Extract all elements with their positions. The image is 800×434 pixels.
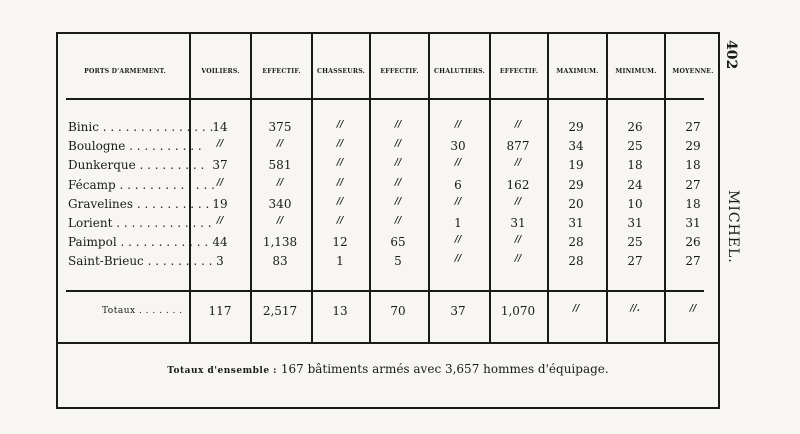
table-cell: 83 bbox=[272, 254, 288, 269]
table-cell: 28 bbox=[568, 235, 584, 250]
table-cell: // bbox=[336, 120, 344, 130]
port-name: Fécamp . . . . . . . . . . . . . bbox=[68, 177, 215, 192]
table-cell: // bbox=[514, 254, 522, 265]
table-cell: 31 bbox=[627, 216, 643, 230]
port-name: Boulogne . . . . . . . . . . bbox=[68, 139, 202, 154]
table-cell: 19 bbox=[568, 158, 584, 173]
totals-cell: 2,517 bbox=[262, 304, 298, 318]
table-cell: 25 bbox=[627, 139, 643, 154]
table-cell: // bbox=[216, 139, 224, 150]
table-cell: 27 bbox=[685, 177, 701, 192]
table-cell: 28 bbox=[568, 254, 584, 269]
header-ports: PORTS D'ARMEMENT. bbox=[84, 68, 166, 75]
header-effectif-chasseurs: EFFECTIF. bbox=[380, 68, 419, 75]
table-cell: // bbox=[216, 177, 224, 188]
table-cell: // bbox=[394, 139, 402, 150]
totals-cell: //. bbox=[630, 304, 640, 314]
page-number: 402 bbox=[723, 40, 739, 70]
table-cell: 24 bbox=[627, 177, 643, 192]
table-cell: 30 bbox=[450, 139, 466, 154]
table-cell: 3 bbox=[216, 254, 224, 269]
table-row bbox=[58, 139, 718, 157]
header-voiliers: VOILIERS. bbox=[201, 68, 240, 75]
totals-cell: 1,070 bbox=[500, 304, 536, 318]
table-cell: 44 bbox=[212, 235, 228, 250]
table-cell: // bbox=[514, 158, 522, 169]
header-maximum: MAXIMUM. bbox=[556, 68, 599, 75]
summary-rule bbox=[58, 342, 718, 344]
table-row bbox=[58, 197, 718, 215]
table-cell: // bbox=[276, 216, 284, 226]
totals-rule bbox=[66, 290, 704, 292]
table-cell: // bbox=[336, 216, 344, 226]
table-cell: // bbox=[216, 216, 224, 226]
summary-line bbox=[58, 362, 718, 376]
table-cell: // bbox=[454, 120, 462, 130]
table-cell: 375 bbox=[268, 120, 292, 134]
table-cell: // bbox=[514, 120, 522, 130]
summary-label: Totaux d'ensemble : bbox=[167, 366, 278, 376]
running-head: MICHEL. bbox=[725, 190, 741, 264]
totals-label: Totaux . . . . . . . bbox=[102, 306, 183, 316]
table-cell: 10 bbox=[627, 196, 643, 211]
table-row bbox=[58, 235, 718, 253]
table-cell: 5 bbox=[394, 254, 402, 269]
table-cell: // bbox=[394, 216, 402, 226]
header-chasseurs: CHASSEURS. bbox=[316, 68, 366, 75]
port-name: Binic . . . . . . . . . . . . . . . bbox=[68, 120, 214, 134]
header-effectif-chalutiers: EFFECTIF. bbox=[499, 68, 539, 75]
port-name: Lorient . . . . . . . . . . . . . bbox=[68, 216, 212, 230]
table-cell: 1,138 bbox=[262, 235, 298, 250]
port-name: Saint-Brieuc . . . . . . . . . bbox=[68, 254, 213, 269]
table-cell: // bbox=[336, 158, 344, 169]
table-cell: 34 bbox=[568, 139, 584, 154]
table-row bbox=[58, 158, 718, 176]
table-cell: 18 bbox=[685, 158, 701, 173]
table-cell: 1 bbox=[454, 216, 462, 230]
header-effectif-voiliers: EFFECTIF. bbox=[262, 68, 301, 75]
port-name: Dunkerque . . . . . . . . . bbox=[68, 158, 205, 173]
table-cell: // bbox=[276, 139, 284, 150]
table-cell: 27 bbox=[685, 120, 701, 134]
totals-cell: 70 bbox=[390, 304, 406, 318]
table-cell: 65 bbox=[390, 235, 406, 250]
summary-text: 167 bâtiments armés avec 3,657 hommes d'équipage. bbox=[280, 362, 609, 376]
statistics-table bbox=[56, 32, 720, 409]
port-name: Gravelines . . . . . . . . . . bbox=[68, 196, 210, 211]
table-cell: // bbox=[394, 177, 402, 188]
table-cell: 19 bbox=[212, 196, 228, 211]
port-name: Paimpol . . . . . . . . . . . . bbox=[68, 235, 209, 250]
totals-cell: // bbox=[572, 304, 580, 314]
table-cell: 18 bbox=[627, 158, 643, 173]
table-cell: // bbox=[276, 177, 284, 188]
header-rule bbox=[66, 98, 704, 100]
table-cell: // bbox=[394, 158, 402, 169]
table-cell: 31 bbox=[568, 216, 584, 230]
table-cell: 1 bbox=[336, 254, 344, 269]
table-row bbox=[58, 178, 718, 196]
table-cell: 37 bbox=[212, 158, 228, 173]
table-row bbox=[58, 254, 718, 272]
table-cell: 581 bbox=[268, 158, 292, 173]
totals-cell: 37 bbox=[450, 304, 466, 318]
table-cell: 12 bbox=[332, 235, 348, 250]
table-cell: // bbox=[514, 235, 522, 246]
table-cell: 29 bbox=[568, 177, 584, 192]
table-cell: 31 bbox=[510, 216, 526, 230]
table-cell: 27 bbox=[627, 254, 643, 269]
table-cell: 6 bbox=[454, 177, 462, 192]
table-cell: // bbox=[454, 235, 462, 246]
table-cell: 31 bbox=[685, 216, 701, 230]
table-cell: 29 bbox=[685, 139, 701, 154]
table-cell: 26 bbox=[627, 120, 643, 134]
table-cell: // bbox=[454, 158, 462, 169]
header-moyenne: MOYENNE. bbox=[672, 68, 714, 75]
table-cell: 27 bbox=[685, 254, 701, 269]
table-cell: 26 bbox=[685, 235, 701, 250]
table-cell: 29 bbox=[568, 120, 584, 134]
table-cell: 14 bbox=[212, 120, 228, 134]
table-cell: // bbox=[454, 254, 462, 265]
totals-cell: 117 bbox=[208, 304, 232, 318]
table-row bbox=[58, 120, 718, 138]
table-cell: 20 bbox=[568, 196, 584, 211]
header-chalutiers: CHALUTIERS. bbox=[434, 68, 485, 75]
table-cell: // bbox=[454, 196, 462, 207]
table-cell: // bbox=[336, 196, 344, 207]
table-cell: 877 bbox=[506, 139, 530, 154]
table-cell: // bbox=[394, 120, 402, 130]
table-cell: // bbox=[394, 196, 402, 207]
table-cell: // bbox=[336, 177, 344, 188]
table-cell: 162 bbox=[506, 177, 530, 192]
table-cell: // bbox=[336, 139, 344, 150]
header-minimum: MINIMUM. bbox=[615, 68, 657, 75]
totals-cell: // bbox=[689, 304, 697, 314]
table-row bbox=[58, 216, 718, 234]
table-cell: // bbox=[514, 196, 522, 207]
table-cell: 18 bbox=[685, 196, 701, 211]
table-cell: 340 bbox=[268, 196, 292, 211]
table-cell: 25 bbox=[627, 235, 643, 250]
totals-cell: 13 bbox=[332, 304, 348, 318]
